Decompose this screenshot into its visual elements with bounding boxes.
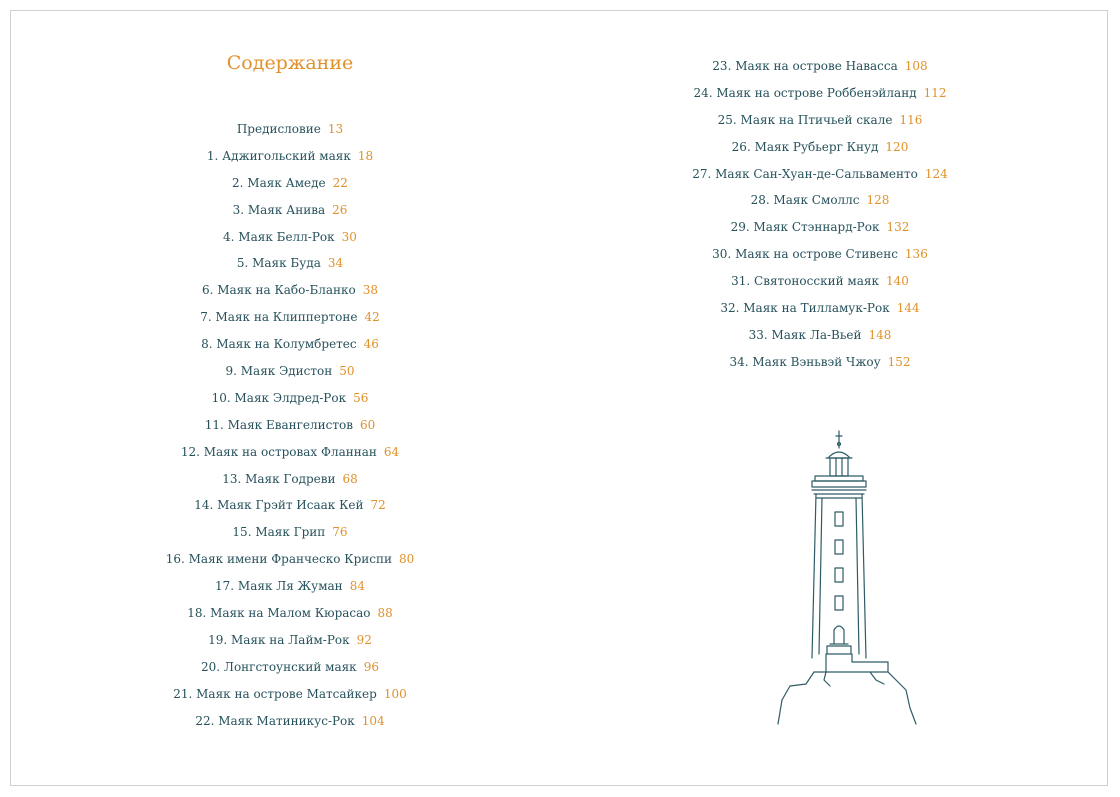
toc-entry-title: 7. Маяк на Клиппертоне (200, 310, 358, 325)
toc-entry-page-number: 108 (904, 59, 928, 73)
toc-entry-page-number: 100 (383, 686, 407, 701)
toc-entry-page-number: 13 (327, 122, 344, 136)
toc-entry-page-number: 50 (339, 364, 355, 379)
toc-entry-title: 10. Маяк Элдред-Рок (211, 390, 347, 405)
toc-entry[interactable] (90, 492, 490, 519)
toc-entry-title: 24. Маяк на острове Роббенэйланд (693, 85, 917, 100)
toc-entry[interactable] (90, 627, 490, 654)
toc-entry-title: 30. Маяк на острове Стивенс (712, 247, 898, 262)
toc-entry-page-number: 104 (361, 713, 385, 728)
toc-entry-page-number: 38 (362, 283, 379, 298)
toc-entry-title: 2. Маяк Амеде (232, 175, 326, 190)
toc-entry-title: 33. Маяк Ла-Вьей (748, 327, 862, 342)
toc-entry[interactable] (620, 322, 1020, 349)
toc-entry[interactable] (90, 197, 490, 224)
toc-entry[interactable] (620, 53, 1020, 80)
toc-entry-page-number: 96 (363, 659, 379, 674)
toc-entry-page-number: 56 (353, 390, 369, 405)
toc-entry[interactable] (90, 385, 490, 412)
toc-entry[interactable] (620, 80, 1020, 107)
toc-entry-title: 1. Аджигольский маяк (206, 148, 351, 163)
toc-entry-title: 25. Маяк на Птичьей скале (717, 112, 893, 127)
toc-entry-page-number: 136 (904, 247, 928, 262)
toc-entry-title: 5. Маяк Буда (236, 256, 321, 271)
toc-entry[interactable] (620, 268, 1020, 295)
toc-entry[interactable] (90, 546, 490, 573)
toc-entry-title: 19. Маяк на Лайм-Рок (208, 632, 350, 647)
toc-entry-title: 21. Маяк на острове Матсайкер (173, 686, 377, 701)
toc-entry[interactable] (90, 600, 490, 627)
toc-entry[interactable] (90, 573, 490, 600)
toc-entry-page-number: 124 (924, 166, 948, 181)
toc-entry-page-number: 116 (899, 112, 923, 127)
toc-entry-title: 22. Маяк Матиникус-Рок (195, 713, 355, 728)
toc-entry-page-number: 152 (887, 354, 911, 369)
toc-entry-page-number: 80 (398, 552, 415, 567)
toc-entry[interactable] (90, 116, 490, 143)
toc-entry-title: 16. Маяк имени Франческо Криспи (165, 552, 392, 567)
toc-entry-page-number: 30 (341, 229, 357, 244)
toc-entry[interactable] (620, 214, 1020, 241)
toc-entry[interactable] (90, 250, 490, 277)
toc-entry[interactable] (620, 134, 1020, 161)
toc-entry-title: 6. Маяк на Кабо-Бланко (201, 283, 356, 298)
toc-entry-title: 17. Маяк Ля Жуман (215, 579, 343, 594)
toc-entry[interactable] (620, 187, 1020, 214)
toc-entry[interactable] (90, 412, 490, 439)
toc-entry-page-number: 84 (349, 579, 365, 594)
toc-entry[interactable] (90, 654, 490, 681)
toc-entry-page-number: 18 (357, 148, 374, 163)
toc-entry-page-number: 72 (370, 498, 386, 513)
toc-entry-title: 14. Маяк Грэйт Исаак Кей (194, 498, 364, 513)
toc-entry[interactable] (90, 466, 490, 493)
toc-entry-page-number: 112 (923, 85, 947, 100)
toc-entry-title: 34. Маяк Вэньвэй Чжоу (729, 354, 881, 369)
toc-entry-title: 15. Маяк Грип (232, 525, 326, 540)
toc-entry[interactable] (620, 161, 1020, 188)
toc-entry-title: 28. Маяк Смоллс (750, 193, 860, 208)
toc-entry-title: 26. Маяк Рубьерг Кнуд (731, 139, 879, 154)
toc-left-column (90, 116, 490, 734)
toc-entry-page-number: 60 (359, 417, 376, 432)
toc-entry-title: 27. Маяк Сан-Хуан-де-Сальваменто (692, 166, 918, 181)
toc-entry-page-number: 128 (866, 193, 890, 208)
toc-entry-page-number: 120 (885, 139, 909, 154)
toc-entry[interactable] (90, 439, 490, 466)
lighthouse-icon (760, 428, 930, 728)
toc-entry-page-number: 88 (377, 606, 393, 621)
toc-entry[interactable] (90, 170, 490, 197)
toc-entry-title: 11. Маяк Евангелистов (204, 417, 353, 432)
toc-entry[interactable] (620, 241, 1020, 268)
toc-entry[interactable] (620, 107, 1020, 134)
toc-entry-page-number: 68 (342, 471, 358, 486)
toc-entry-page-number: 22 (332, 175, 348, 190)
toc-entry[interactable] (90, 143, 490, 170)
toc-entry-title: 9. Маяк Эдистон (225, 364, 333, 379)
toc-entry-title: 4. Маяк Белл-Рок (223, 229, 335, 244)
toc-entry[interactable] (90, 358, 490, 385)
toc-entry-page-number: 64 (383, 444, 400, 459)
toc-entry-page-number: 144 (896, 301, 920, 316)
toc-entry-page-number: 42 (364, 310, 380, 325)
toc-entry-page-number: 132 (886, 220, 910, 235)
toc-entry-title: 29. Маяк Стэннард-Рок (730, 220, 880, 235)
toc-entry[interactable] (90, 681, 490, 708)
toc-entry[interactable] (90, 331, 490, 358)
toc-entry-page-number: 26 (332, 202, 348, 217)
toc-entry-title: 31. Святоносский маяк (731, 274, 879, 289)
toc-entry[interactable] (90, 519, 490, 546)
toc-entry-title: 20. Лонгстоунский маяк (201, 659, 357, 674)
toc-entry-page-number: 140 (885, 274, 909, 289)
toc-entry-title: 12. Маяк на островах Фланнан (180, 444, 377, 459)
toc-entry[interactable] (90, 304, 490, 331)
toc-right-column (620, 53, 1020, 376)
toc-entry[interactable] (90, 277, 490, 304)
toc-entry-title: 18. Маяк на Малом Кюрасао (187, 606, 371, 621)
toc-entry-page-number: 76 (332, 525, 348, 540)
toc-entry[interactable] (620, 295, 1020, 322)
toc-entry-page-number: 46 (363, 337, 379, 352)
toc-entry-page-number: 148 (868, 327, 892, 342)
toc-entry-title: Предисловие (236, 122, 321, 136)
contents-heading: Содержание (226, 52, 354, 74)
toc-entry[interactable] (620, 349, 1020, 376)
toc-entry[interactable] (90, 224, 490, 251)
toc-entry[interactable] (90, 708, 490, 735)
toc-entry-title: 32. Маяк на Тилламук-Рок (720, 301, 890, 316)
toc-entry-title: 3. Маяк Анива (232, 202, 326, 217)
toc-entry-title: 8. Маяк на Колумбретес (201, 337, 357, 352)
toc-entry-title: 23. Маяк на острове Навасса (712, 59, 898, 73)
toc-entry-page-number: 34 (327, 256, 344, 271)
toc-entry-page-number: 92 (356, 632, 372, 647)
toc-entry-title: 13. Маяк Годреви (222, 471, 336, 486)
